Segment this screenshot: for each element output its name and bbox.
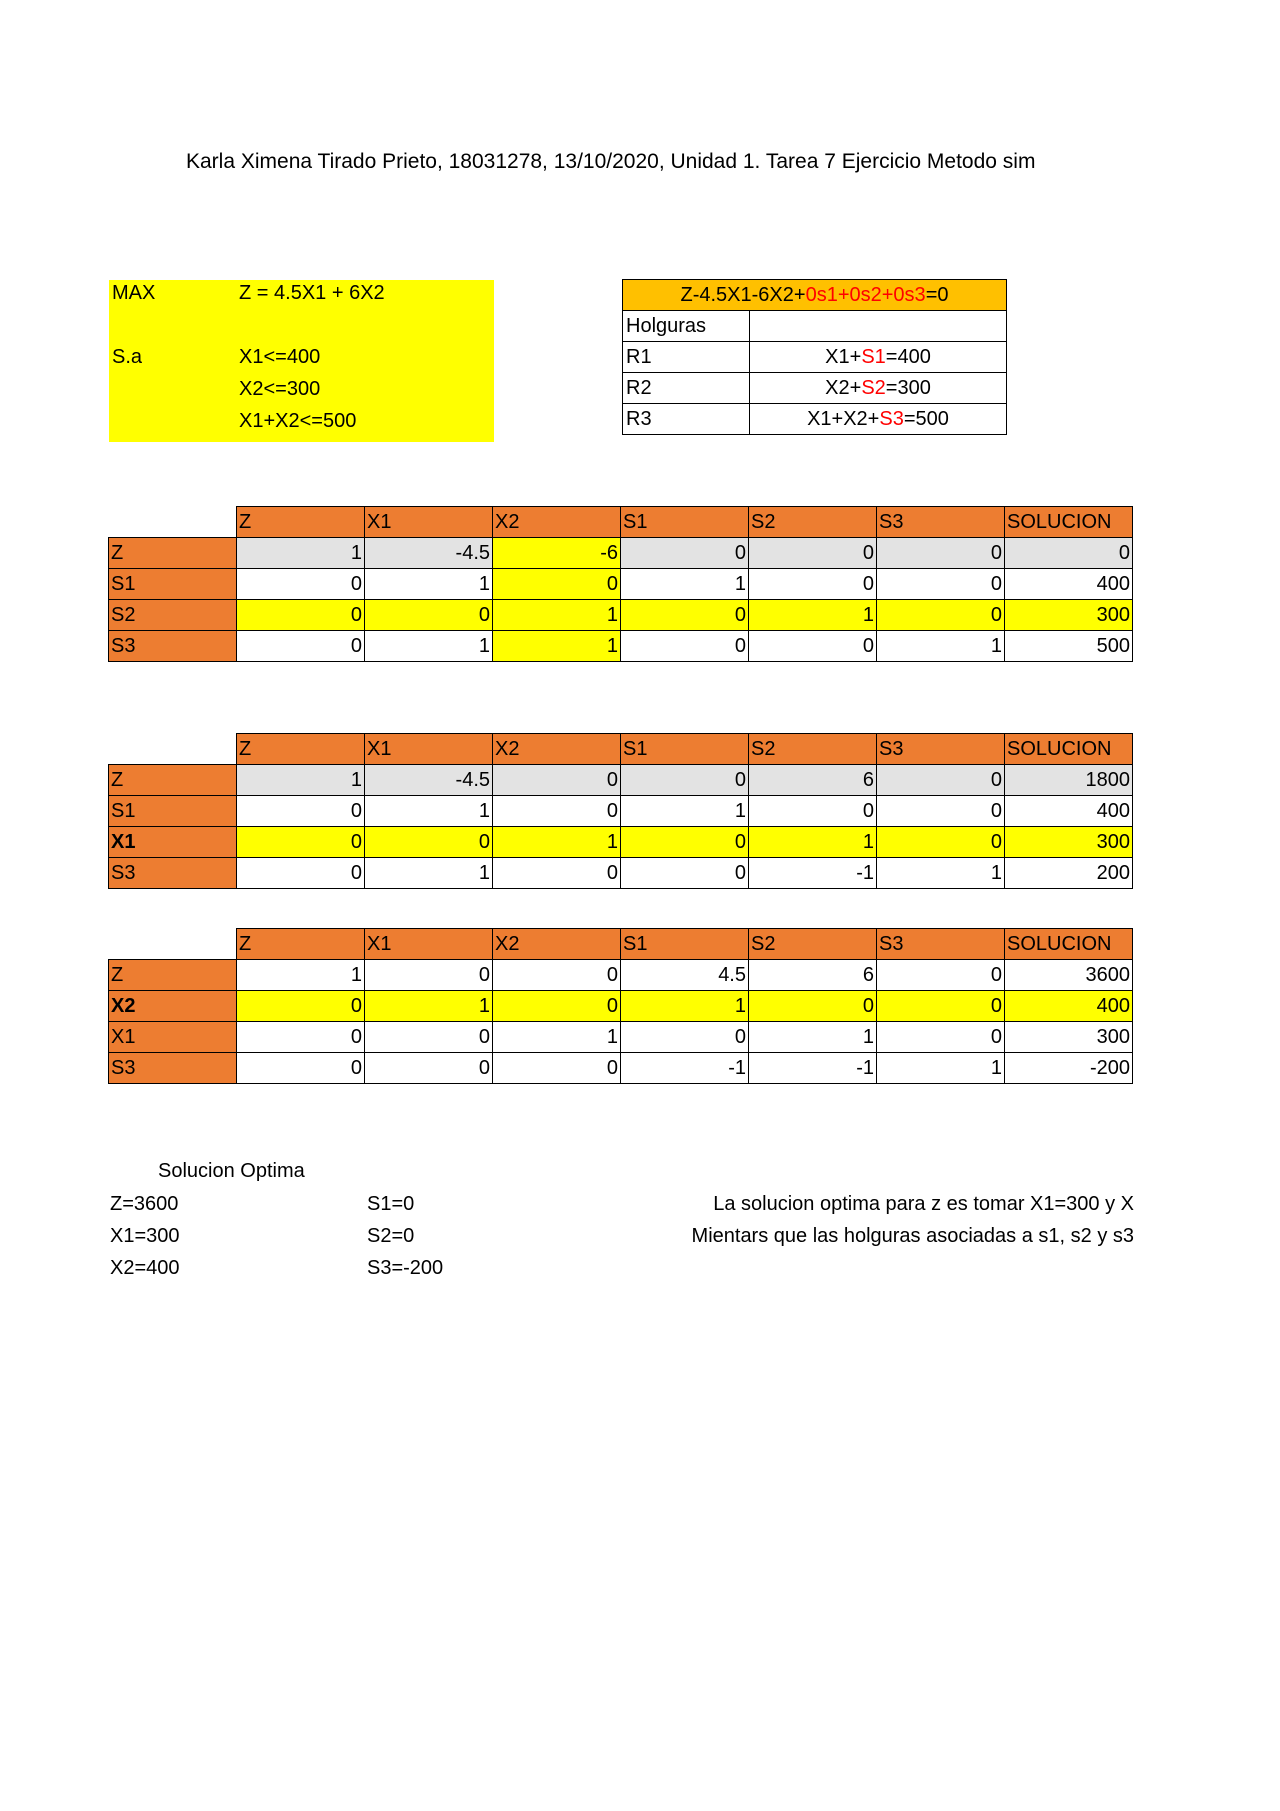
- column-header: S2: [749, 734, 877, 765]
- row-label: S3: [109, 1053, 237, 1084]
- conclusion-line-1: La solucion optima para z es tomar X1=300 y X: [713, 1193, 1134, 1215]
- table-cell: 0: [493, 991, 621, 1022]
- eq-pre: X1+X2+: [807, 407, 880, 430]
- table-cell: -1: [749, 1053, 877, 1084]
- table-cell: 200: [1005, 858, 1133, 889]
- row-label: Z: [109, 960, 237, 991]
- table-cell: 6: [749, 960, 877, 991]
- table-cell: 0: [749, 796, 877, 827]
- eq-pre: X1+: [825, 345, 862, 368]
- table-cell: 0: [237, 858, 365, 889]
- table-cell: 0: [493, 1053, 621, 1084]
- table-cell: 0: [877, 960, 1005, 991]
- table-cell: 6: [749, 765, 877, 796]
- table-cell: 0: [877, 765, 1005, 796]
- solution-right-1: S1=0: [367, 1193, 415, 1215]
- eq-post: =300: [885, 376, 931, 399]
- equation-row-expression: [750, 342, 1007, 373]
- table-cell: 1: [365, 991, 493, 1022]
- column-header: SOLUCION: [1005, 734, 1133, 765]
- objective-eq-slack-terms: 0s1+0s2+0s3: [805, 283, 926, 306]
- table-cell: 0: [877, 569, 1005, 600]
- table-cell: 1: [365, 796, 493, 827]
- table-cell: 0: [365, 827, 493, 858]
- holguras-label: Holguras: [623, 311, 750, 342]
- table-cell: 1: [877, 631, 1005, 662]
- table-cell: 0: [877, 991, 1005, 1022]
- row-label: S3: [109, 858, 237, 889]
- constraint-1: X1<=400: [239, 346, 321, 368]
- column-header: S1: [621, 507, 749, 538]
- table-cell: 0: [493, 796, 621, 827]
- table-cell: 0: [621, 765, 749, 796]
- simplex-tableau-1: [108, 506, 1133, 662]
- table-cell: -200: [1005, 1053, 1133, 1084]
- solution-left-3: X2=400: [110, 1257, 180, 1279]
- table-corner: [109, 929, 237, 960]
- eq-post: =500: [903, 407, 949, 430]
- row-label: X1: [109, 827, 237, 858]
- column-header: Z: [237, 929, 365, 960]
- table-corner: [109, 734, 237, 765]
- equation-row-expression: [750, 404, 1007, 435]
- table-cell: 0: [877, 796, 1005, 827]
- eq-post: =400: [885, 345, 931, 368]
- table-cell: 1: [749, 1022, 877, 1053]
- row-label: S1: [109, 569, 237, 600]
- max-label: MAX: [112, 282, 156, 304]
- model-box: [109, 280, 494, 442]
- table-row: [109, 796, 1133, 827]
- equation-row-label: R2: [623, 373, 750, 404]
- table-corner: [109, 507, 237, 538]
- row-label: S3: [109, 631, 237, 662]
- column-header: SOLUCION: [1005, 507, 1133, 538]
- equation-table: [622, 279, 1007, 435]
- table-row: [109, 960, 1133, 991]
- conclusion-line-2: Mientars que las holguras asociadas a s1, s2 y s3: [691, 1225, 1134, 1247]
- table-cell: 0: [237, 631, 365, 662]
- objective-eq-part-3: =0: [925, 283, 949, 306]
- table-cell: 1: [749, 827, 877, 858]
- equation-row-label: R1: [623, 342, 750, 373]
- table-row: [109, 569, 1133, 600]
- table-cell: 0: [749, 631, 877, 662]
- table-cell: -4.5: [365, 538, 493, 569]
- row-label: Z: [109, 538, 237, 569]
- table-row: [109, 991, 1133, 1022]
- column-header: SOLUCION: [1005, 929, 1133, 960]
- column-header: X2: [493, 929, 621, 960]
- table-cell: 0: [237, 827, 365, 858]
- eq-slack: S2: [861, 376, 886, 399]
- table-cell: 3600: [1005, 960, 1133, 991]
- document-title: Karla Ximena Tirado Prieto, 18031278, 13/10/2020, Unidad 1. Tarea 7 Ejercicio Metodo sim: [186, 150, 1036, 173]
- table-cell: 0: [237, 796, 365, 827]
- table-cell: 0: [621, 827, 749, 858]
- constraint-3: X1+X2<=500: [239, 410, 357, 432]
- row-label: X2: [109, 991, 237, 1022]
- table-cell: 4.5: [621, 960, 749, 991]
- table-cell: 0: [877, 538, 1005, 569]
- column-header: X1: [365, 929, 493, 960]
- column-header: Z: [237, 507, 365, 538]
- column-header: S1: [621, 929, 749, 960]
- table-cell: -1: [749, 858, 877, 889]
- row-label: S2: [109, 600, 237, 631]
- objective-eq-part-1: Z-4.5X1-6X2+: [680, 283, 806, 306]
- column-header: X2: [493, 734, 621, 765]
- eq-slack: S1: [861, 345, 886, 368]
- equation-row-label: R3: [623, 404, 750, 435]
- table-cell: 1: [621, 796, 749, 827]
- table-cell: 1: [877, 1053, 1005, 1084]
- column-header: S3: [877, 734, 1005, 765]
- table-cell: 1: [493, 827, 621, 858]
- table-cell: 0: [621, 631, 749, 662]
- column-header: S3: [877, 507, 1005, 538]
- table-cell: 0: [365, 1022, 493, 1053]
- table-cell: 1: [877, 858, 1005, 889]
- table-cell: 0: [237, 600, 365, 631]
- solution-right-3: S3=-200: [367, 1257, 444, 1279]
- table-cell: 1: [237, 765, 365, 796]
- eq-pre: X2+: [825, 376, 862, 399]
- table-row: [109, 1022, 1133, 1053]
- table-cell: 0: [237, 991, 365, 1022]
- table-cell: 1: [365, 569, 493, 600]
- table-cell: 0: [493, 858, 621, 889]
- simplex-tableau-3: [108, 928, 1133, 1084]
- table-cell: 300: [1005, 1022, 1133, 1053]
- constraint-2: X2<=300: [239, 378, 321, 400]
- table-cell: 0: [237, 1053, 365, 1084]
- column-header: S2: [749, 929, 877, 960]
- table-cell: 0: [877, 827, 1005, 858]
- table-cell: 300: [1005, 600, 1133, 631]
- table-row: [109, 600, 1133, 631]
- table-cell: 1: [493, 600, 621, 631]
- holguras-empty-cell: [750, 311, 1007, 342]
- table-cell: 0: [621, 1022, 749, 1053]
- table-row: [109, 765, 1133, 796]
- sa-label: S.a: [112, 346, 143, 368]
- column-header: X1: [365, 734, 493, 765]
- column-header: X1: [365, 507, 493, 538]
- table-cell: 0: [621, 858, 749, 889]
- table-cell: 0: [1005, 538, 1133, 569]
- table-cell: 0: [493, 569, 621, 600]
- table-cell: 1: [237, 538, 365, 569]
- table-cell: -1: [621, 1053, 749, 1084]
- table-cell: 0: [365, 960, 493, 991]
- column-header: S2: [749, 507, 877, 538]
- table-cell: 1: [749, 600, 877, 631]
- objective-function: Z = 4.5X1 + 6X2: [239, 282, 385, 304]
- table-cell: 0: [237, 1022, 365, 1053]
- table-row: [109, 1053, 1133, 1084]
- table-row: [109, 631, 1133, 662]
- row-label: Z: [109, 765, 237, 796]
- column-header: Z: [237, 734, 365, 765]
- table-cell: 1: [621, 991, 749, 1022]
- objective-equation: [623, 280, 1007, 311]
- table-cell: 1: [365, 858, 493, 889]
- solution-heading: Solucion Optima: [158, 1160, 305, 1182]
- table-cell: 0: [749, 991, 877, 1022]
- table-cell: 0: [621, 600, 749, 631]
- table-cell: -4.5: [365, 765, 493, 796]
- table-cell: 0: [877, 600, 1005, 631]
- table-cell: 400: [1005, 991, 1133, 1022]
- table-cell: 1800: [1005, 765, 1133, 796]
- table-cell: 0: [493, 960, 621, 991]
- table-cell: -6: [493, 538, 621, 569]
- table-cell: 0: [237, 569, 365, 600]
- row-label: S1: [109, 796, 237, 827]
- table-cell: 1: [493, 1022, 621, 1053]
- solution-left-1: Z=3600: [110, 1193, 179, 1215]
- table-cell: 500: [1005, 631, 1133, 662]
- equation-row-expression: [750, 373, 1007, 404]
- table-cell: 300: [1005, 827, 1133, 858]
- table-row: [109, 827, 1133, 858]
- table-cell: 0: [749, 569, 877, 600]
- table-row: [109, 858, 1133, 889]
- solution-right-2: S2=0: [367, 1225, 415, 1247]
- eq-slack: S3: [879, 407, 904, 430]
- solution-left-2: X1=300: [110, 1225, 180, 1247]
- table-cell: 0: [365, 600, 493, 631]
- table-cell: 1: [621, 569, 749, 600]
- table-cell: 0: [749, 538, 877, 569]
- table-cell: 1: [365, 631, 493, 662]
- column-header: S1: [621, 734, 749, 765]
- table-cell: 400: [1005, 569, 1133, 600]
- table-cell: 0: [621, 538, 749, 569]
- column-header: X2: [493, 507, 621, 538]
- row-label: X1: [109, 1022, 237, 1053]
- table-cell: 400: [1005, 796, 1133, 827]
- table-cell: 1: [237, 960, 365, 991]
- table-cell: 0: [493, 765, 621, 796]
- table-cell: 0: [365, 1053, 493, 1084]
- table-cell: 0: [877, 1022, 1005, 1053]
- table-cell: 1: [493, 631, 621, 662]
- simplex-tableau-2: [108, 733, 1133, 889]
- column-header: S3: [877, 929, 1005, 960]
- table-row: [109, 538, 1133, 569]
